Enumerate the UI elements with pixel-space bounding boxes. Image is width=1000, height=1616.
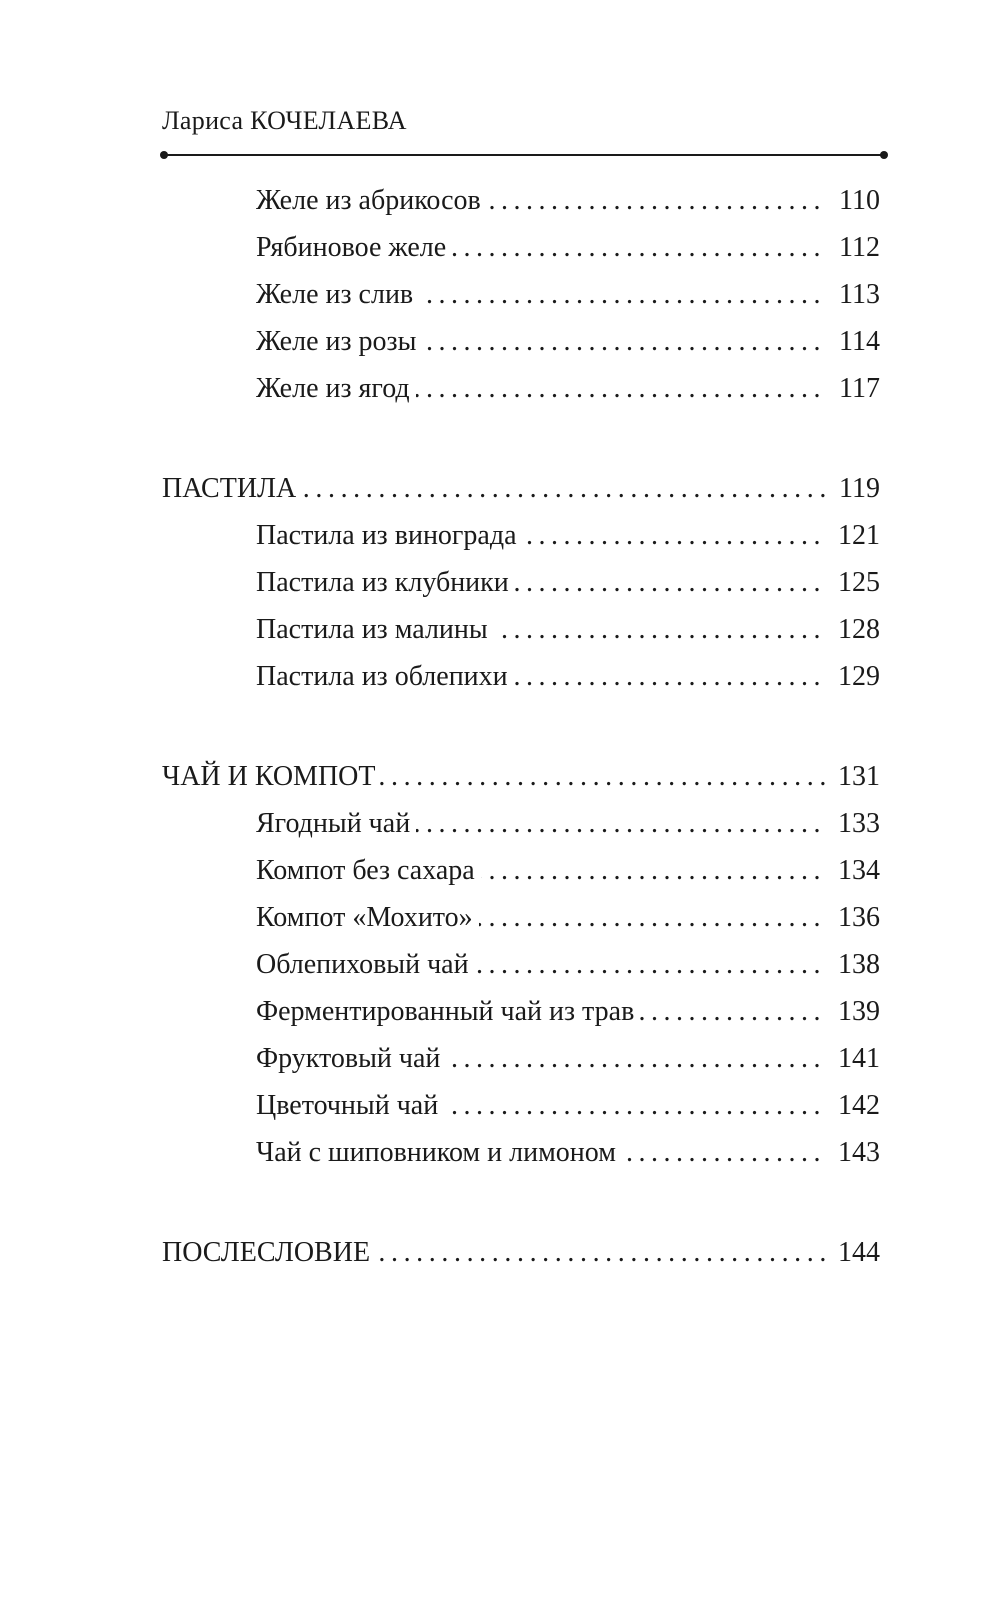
toc-section-title: ЧАЙ И КОМПОТ: [162, 761, 376, 792]
toc-entry[interactable]: [256, 945, 880, 985]
toc-entry-title: Ферментированный чай из трав: [256, 996, 635, 1027]
dot-leader: [419, 275, 826, 315]
toc-entry-title: Пастила из винограда: [256, 520, 517, 551]
toc-entry-page: 112: [839, 232, 880, 263]
toc-entry-title: Фруктовый чай: [256, 1043, 441, 1074]
toc-entry-page: 110: [839, 185, 880, 216]
toc-entry-title: Желе из абрикосов: [256, 185, 481, 216]
toc-entry-title: Пастила из облепихи: [256, 661, 508, 692]
toc-entry[interactable]: [256, 804, 880, 844]
dot-leader: [622, 1133, 826, 1173]
toc-entry[interactable]: [256, 228, 880, 268]
toc-entry-page: 125: [838, 567, 880, 598]
dot-leader: [452, 228, 826, 268]
toc-entry-title: Чай с шиповником и лимоном: [256, 1137, 616, 1168]
toc-entry[interactable]: [256, 1133, 880, 1173]
toc-entry-title: Компот «Мохито»: [256, 902, 473, 933]
toc-section[interactable]: [162, 469, 880, 509]
toc-entry-page: 129: [838, 661, 880, 692]
toc-entry-title: Облепиховый чай: [256, 949, 469, 980]
toc-entry-title: Желе из ягод: [256, 373, 410, 404]
toc-section-page: 131: [838, 761, 880, 792]
toc-entry-page: 142: [838, 1090, 880, 1121]
toc-entry-title: Желе из слив: [256, 279, 414, 310]
toc-entry[interactable]: [256, 992, 880, 1032]
dot-leader: [487, 181, 826, 221]
toc-entry-page: 141: [838, 1043, 880, 1074]
dot-leader: [298, 469, 832, 509]
toc-entry-title: Пастила из малины: [256, 614, 488, 645]
dot-leader: [523, 516, 826, 556]
dot-leader: [378, 757, 833, 797]
dot-leader: [515, 563, 826, 603]
toc-section[interactable]: [162, 757, 880, 797]
toc-entry-title: Цветочный чай: [256, 1090, 439, 1121]
toc-entry-page: 128: [838, 614, 880, 645]
toc-entry-title: Компот без сахара: [256, 855, 475, 886]
toc-entry-title: Желе из розы: [256, 326, 417, 357]
toc-entry-page: 121: [838, 520, 880, 551]
toc-entry[interactable]: [256, 657, 880, 697]
toc-entry[interactable]: [256, 563, 880, 603]
toc-entry-page: 143: [838, 1137, 880, 1168]
toc-entry-page: 113: [839, 279, 880, 310]
toc-entry[interactable]: [256, 322, 880, 362]
dot-leader: [494, 610, 826, 650]
toc-entry-page: 138: [838, 949, 880, 980]
running-head-author: Лариса КОЧЕЛАЕВА: [162, 106, 407, 135]
toc-entry-page: 117: [839, 373, 880, 404]
dot-leader: [416, 369, 826, 409]
toc-entry-page: 133: [838, 808, 880, 839]
toc-entry[interactable]: [256, 610, 880, 650]
dot-leader: [446, 1039, 826, 1079]
toc-section-title: ПОСЛЕСЛОВИЕ: [162, 1237, 371, 1268]
dot-leader: [514, 657, 826, 697]
dot-leader: [444, 1086, 826, 1126]
toc-section[interactable]: [162, 1233, 880, 1273]
dot-leader: [475, 945, 826, 985]
toc-entry-page: 136: [838, 902, 880, 933]
toc-entry[interactable]: [256, 181, 880, 221]
toc-entry[interactable]: [256, 369, 880, 409]
toc-entry-title: Ягодный чай: [256, 808, 411, 839]
toc-entry-page: 114: [839, 326, 880, 357]
dot-leader: [640, 992, 826, 1032]
dot-leader: [422, 322, 826, 362]
dot-leader: [479, 898, 826, 938]
dot-leader: [416, 804, 826, 844]
dot-leader: [372, 1233, 832, 1273]
toc-section-title: ПАСТИЛА: [162, 473, 297, 504]
toc-entry[interactable]: [256, 898, 880, 938]
toc-entry-title: Рябиновое желе: [256, 232, 447, 263]
toc-section-page: 119: [839, 473, 880, 504]
toc-entry[interactable]: [256, 1086, 880, 1126]
toc-entry[interactable]: [256, 1039, 880, 1079]
toc-entry[interactable]: [256, 851, 880, 891]
toc-entry-page: 139: [838, 996, 880, 1027]
toc-entry-title: Пастила из клубники: [256, 567, 509, 598]
dot-leader: [481, 851, 826, 891]
toc-entry[interactable]: [256, 516, 880, 556]
toc-section-page: 144: [838, 1237, 880, 1268]
toc-entry[interactable]: [256, 275, 880, 315]
toc-entry-page: 134: [838, 855, 880, 886]
